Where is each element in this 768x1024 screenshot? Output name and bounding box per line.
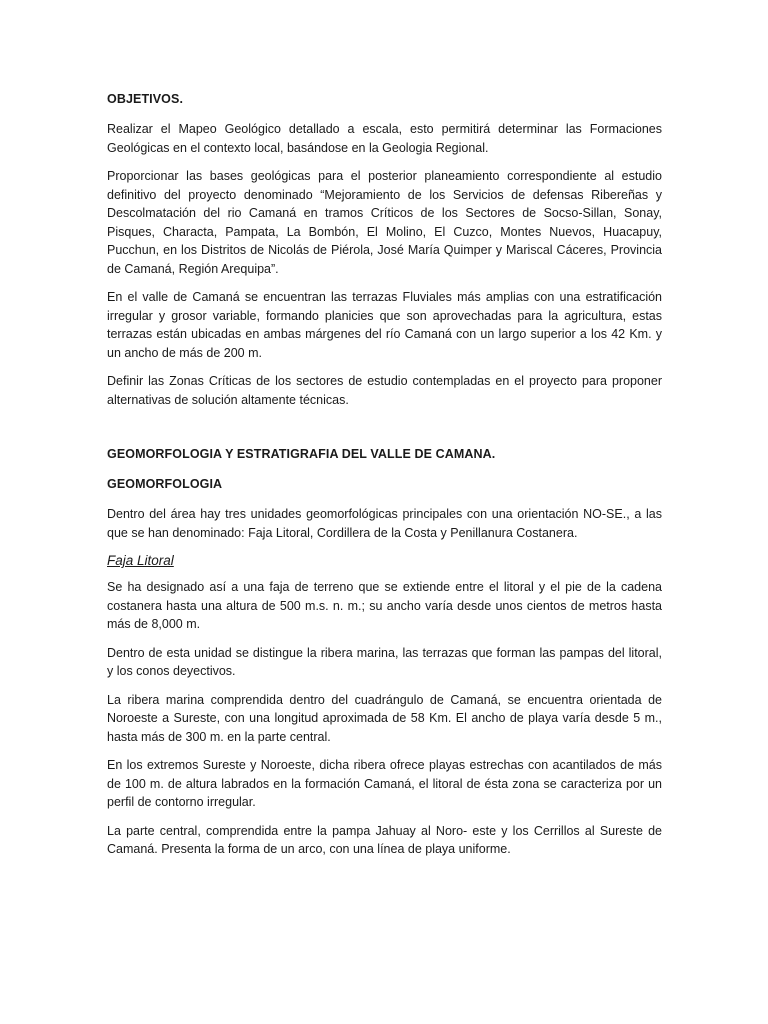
paragraph: Se ha designado así a una faja de terreno que se extiende entre el litoral y el pie de la cadena costanera hasta una altura de 500 m.s. n. m.; su ancho varía desde unos cientos de metros hasta más de 8,000 m. xyxy=(107,580,662,631)
section-heading-objetivos: OBJETIVOS. xyxy=(107,92,184,106)
section-heading-geomorfologia-estratigrafia: GEOMORFOLOGIA Y ESTRATIGRAFIA DEL VALLE DE CAMANA. xyxy=(107,447,496,461)
section-spacer xyxy=(107,419,662,445)
paragraph: La ribera marina comprendida dentro del cuadrángulo de Camaná, se encuentra orientada de Noroeste a Sureste, con una longitud aproximada de 58 Km. El ancho de playa varía desde 5 m., hasta más de 300 m. en la parte central. xyxy=(107,692,662,744)
paragraph: Dentro de esta unidad se distingue la ribera marina, las terrazas que forman las pampas del litoral, y los conos deyectivos. xyxy=(107,645,662,678)
paragraph: Proporcionar las bases geológicas para el posterior planeamiento correspondiente al estudio definitivo del proyecto denominado “Mejoramiento de los Servicios de defensas Ribereñas y Descolmatación del rio Camaná en tramos Críticos de los Sectores de Socso-Sillan, Sonay, Pisques, Characta, Pampata, La Bombón, El Molino, El Cuzco, Montes Nuevos, Huacapuy, Pucchun, en los Distritos de Nicolás de Piérola, José María Quimper y Mariscal Cáceres, Provincia de Camaná, Región Arequipa”. xyxy=(107,169,662,276)
section-heading-geomorfologia: GEOMORFOLOGIA xyxy=(107,477,223,491)
paragraph: La parte central, comprendida entre la pampa Jahuay al Noro- este y los Cerrillos al Sureste de Camaná. Presenta la forma de un arco, con una línea de playa uniforme. xyxy=(107,823,662,856)
paragraph: Definir las Zonas Críticas de los sectores de estudio contempladas en el proyecto para proponer alternativas de solución altamente técnicas. xyxy=(107,374,662,407)
document-page xyxy=(107,90,662,869)
paragraph: Dentro del área hay tres unidades geomorfológicas principales con una orientación NO-SE., a las que se han denominado: Faja Litoral, Cordillera de la Costa y Penillanura Costanera. xyxy=(107,507,662,540)
subsection-heading-faja-litoral: Faja Litoral xyxy=(107,553,174,568)
paragraph: En los extremos Sureste y Noroeste, dicha ribera ofrece playas estrechas con acantilados de más de 100 m. de altura labrados en la formación Camaná, el litoral de ésta zona se caracteriza por un perfil de contorno irregular. xyxy=(107,758,662,809)
paragraph: En el valle de Camaná se encuentran las terrazas Fluviales más amplias con una estratificación irregular y grosor variable, formando planicies que son aprovechadas para la agricultura, estas terrazas están ubicadas en ambas márgenes del río Camaná con un largo superior a los 42 Km. y un ancho de más de 200 m. xyxy=(107,290,662,360)
paragraph: Realizar el Mapeo Geológico detallado a escala, esto permitirá determinar las Formaciones Geológicas en el contexto local, basándose en la Geologia Regional. xyxy=(107,122,662,155)
